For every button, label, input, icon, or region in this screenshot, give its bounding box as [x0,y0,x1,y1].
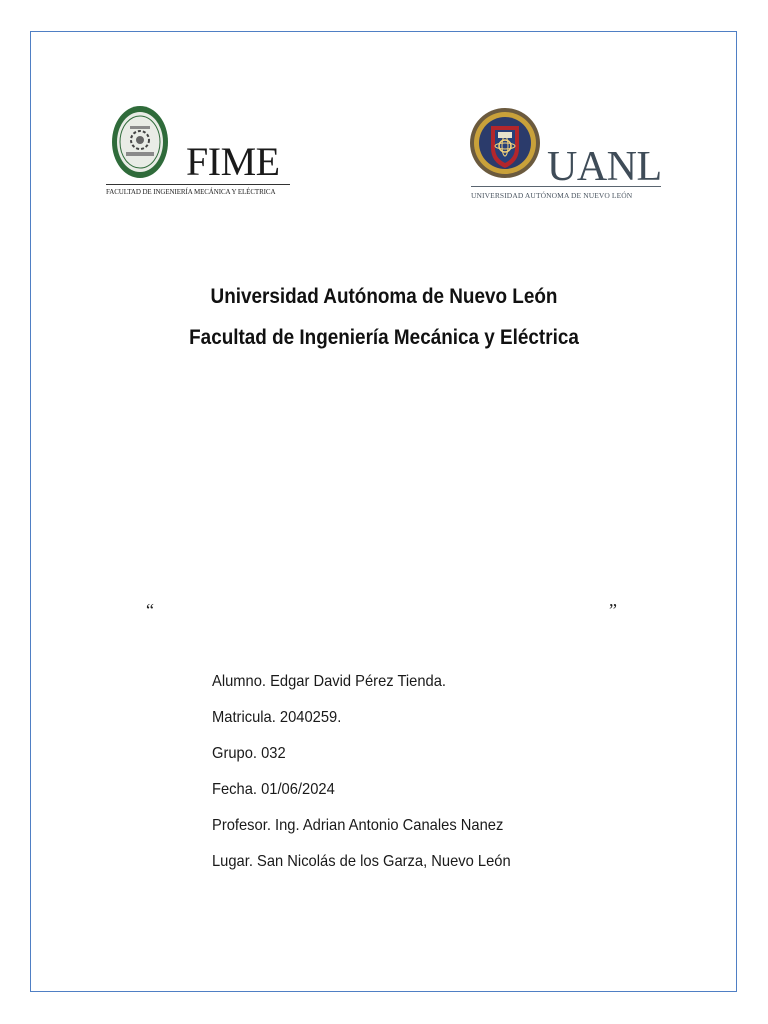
student-id: Matricula. 2040259. [212,709,342,726]
uanl-logo [469,106,665,206]
open-quote: “ [146,600,154,620]
fime-wordmark: FIME [186,139,280,184]
fime-logo [106,102,292,202]
location: Lugar. San Nicolás de los Garza, Nuevo León [212,853,511,870]
close-quote: ” [609,600,617,620]
date: Fecha. 01/06/2024 [212,781,335,798]
fime-subtitle: FACULTAD DE INGENIERÍA MECÁNICA Y ELÉCTRICA [106,188,276,196]
student-name: Alumno. Edgar David Pérez Tienda. [212,673,447,690]
group: Grupo. 032 [212,745,286,762]
professor: Profesor. Ing. Adrian Antonio Canales Nanez [212,817,504,834]
fime-divider [106,184,290,185]
uanl-wordmark: UANL [547,144,662,190]
fime-seal-icon [110,104,170,180]
uanl-subtitle: UNIVERSIDAD AUTÓNOMA DE NUEVO LEÓN [471,191,633,200]
uanl-divider [471,186,661,187]
uanl-seal-icon [469,106,541,180]
university-title: Universidad Autónoma de Nuevo León [210,285,558,308]
faculty-title: Facultad de Ingeniería Mecánica y Eléctrica [189,326,579,349]
student-info [212,664,537,880]
